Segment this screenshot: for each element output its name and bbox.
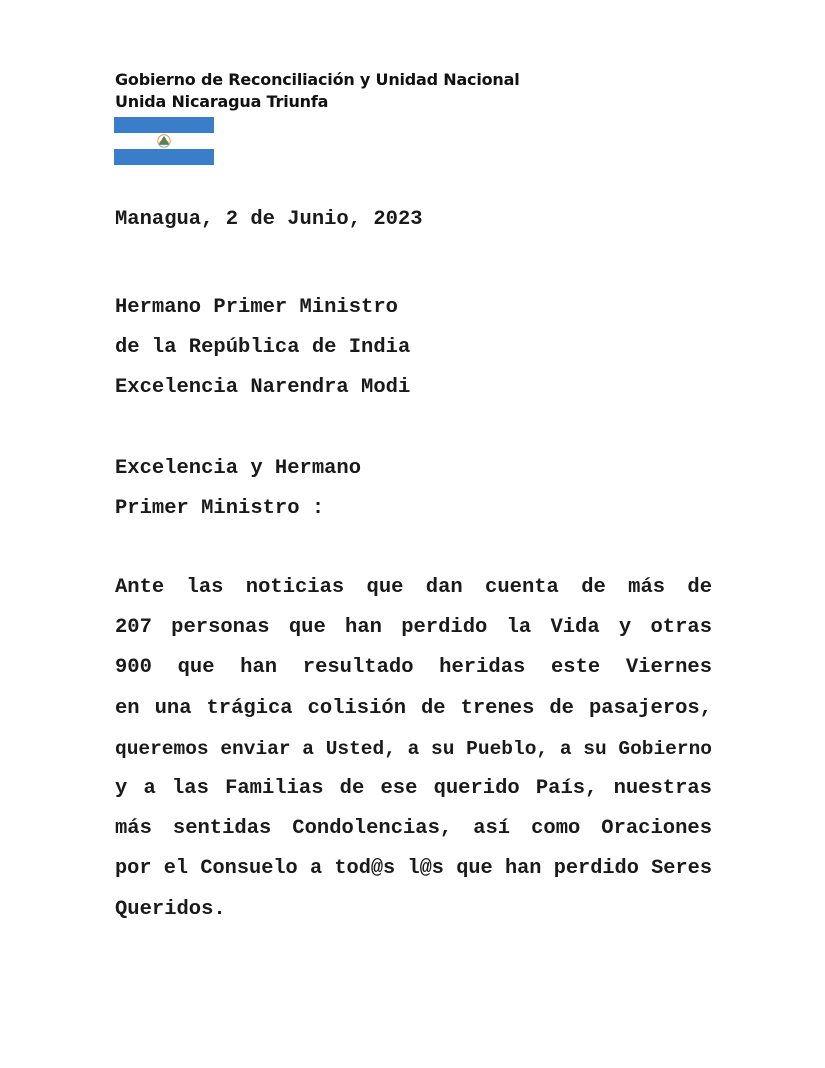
body-line: en una trágica colisión de trenes de pasajeros, <box>115 696 712 720</box>
addressee-title: Hermano Primer Ministro <box>115 296 398 319</box>
body-line: más sentidas Condolencias, así como Oraciones <box>115 817 712 841</box>
letterhead-government-name: Gobierno de Reconciliación y Unidad Nacional <box>115 70 520 89</box>
addressee-name: Excelencia Narendra Modi <box>115 376 411 399</box>
letterhead <box>115 69 520 113</box>
letterhead-slogan: Unida Nicaragua Triunfa <box>115 92 329 111</box>
date-line: Managua, 2 de Junio, 2023 <box>115 208 423 231</box>
salutation-line: Excelencia y Hermano <box>115 457 362 480</box>
body-line: queremos enviar a Usted, a su Pueblo, a su Gobierno <box>115 737 712 760</box>
salutation-block <box>115 449 361 529</box>
body-line: y a las Familias de ese querido País, nuestras <box>115 777 712 801</box>
nicaragua-flag-icon <box>114 117 214 165</box>
body-line: 900 que han resultado heridas este Viernes <box>115 656 712 680</box>
body-line: 207 personas que han perdido la Vida y otras <box>115 616 712 640</box>
coat-of-arms-icon <box>158 135 170 147</box>
salutation-line: Primer Ministro : <box>115 497 325 520</box>
body-line: Queridos. <box>115 897 226 921</box>
addressee-country: de la República de India <box>115 336 411 359</box>
letter-body <box>115 568 712 930</box>
addressee-block <box>115 288 410 408</box>
body-line: Ante las noticias que dan cuenta de más de <box>115 576 712 599</box>
body-line: por el Consuelo a tod@s l@s que han perdido Seres <box>115 857 712 881</box>
